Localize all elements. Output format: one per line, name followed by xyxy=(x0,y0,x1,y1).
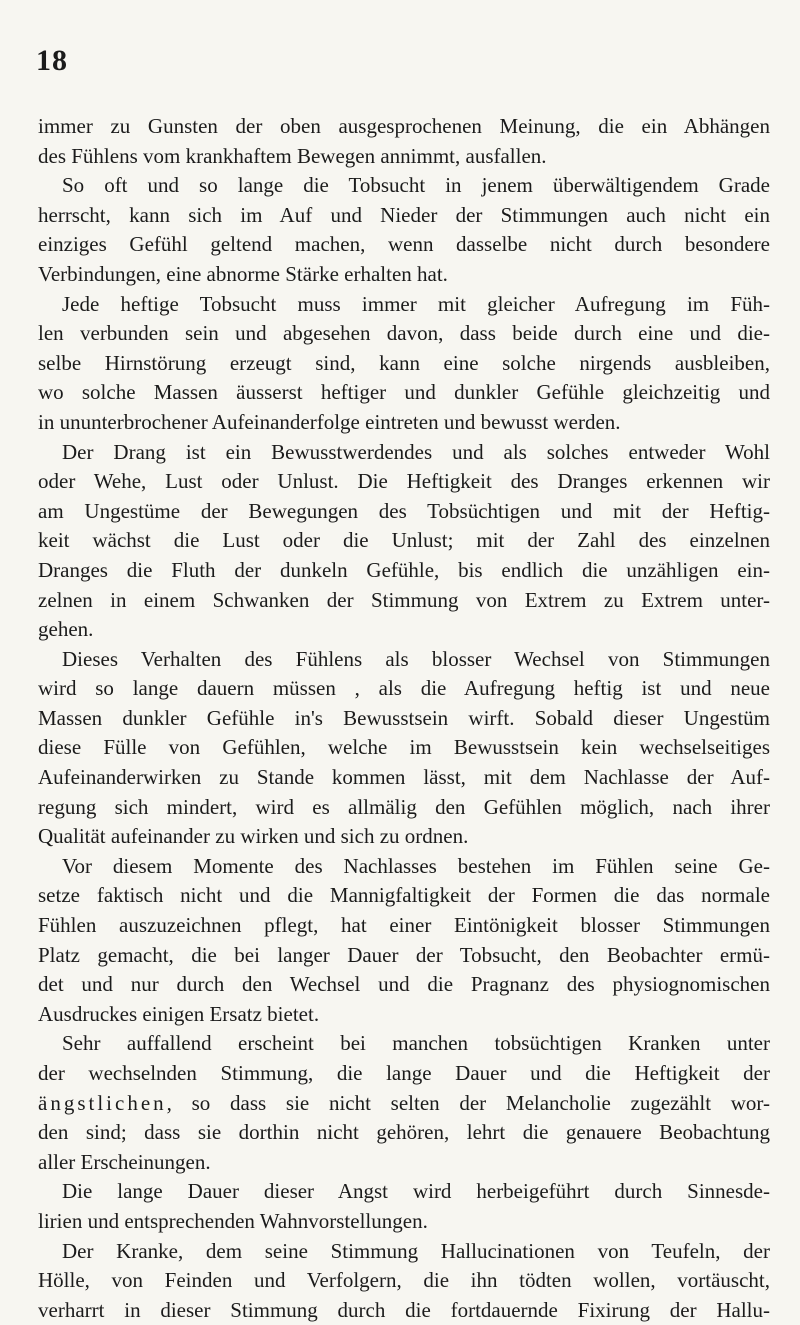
text-line: herrscht, kann sich im Auf und Nieder der Stimmungen auch nicht ein xyxy=(38,202,770,227)
text-line: Platz gemacht, die bei langer Dauer der Tobsucht, den Beobachter ermü- xyxy=(38,942,770,967)
text-line: ängstlichen, so dass sie nicht selten der Melancholie zugezählt wor- xyxy=(38,1090,770,1115)
text-line: Qualität aufeinander zu wirken und sich zu ordnen. xyxy=(38,824,469,849)
text-line: einziges Gefühl geltend machen, wenn dasselbe nicht durch besondere xyxy=(38,232,770,257)
text-line: Hölle, von Feinden und Verfolgern, die ihn tödten wollen, vortäuscht, xyxy=(38,1268,770,1293)
paragraph xyxy=(38,112,770,171)
text-line: Verbindungen, eine abnorme Stärke erhalten hat. xyxy=(38,261,448,286)
text-line: Fühlen auszuzeichnen pflegt, hat einer Eintönigkeit blosser Stimmungen xyxy=(38,913,770,938)
text-line: zelnen in einem Schwanken der Stimmung von Extrem zu Extrem unter- xyxy=(38,587,770,612)
text-line: So oft und so lange die Tobsucht in jenem überwältigendem Grade xyxy=(62,173,770,198)
text-line: len verbunden sein und abgesehen davon, dass beide durch eine und die- xyxy=(38,321,770,346)
text-line: Vor diesem Momente des Nachlasses bestehen im Fühlen seine Ge- xyxy=(62,853,770,878)
paragraph xyxy=(38,852,770,1030)
paragraph xyxy=(38,1029,770,1177)
text-line: Dranges die Fluth der dunkeln Gefühle, bis endlich die unzähligen ein- xyxy=(38,557,770,582)
text-line: lirien und entsprechenden Wahnvorstellungen. xyxy=(38,1208,428,1233)
text-line: keit wächst die Lust oder die Unlust; mit der Zahl des einzelnen xyxy=(38,528,770,553)
text-line: Dieses Verhalten des Fühlens als blosser Wechsel von Stimmungen xyxy=(62,646,770,671)
text-line: gehen. xyxy=(38,617,94,642)
text-line: setze faktisch nicht und die Mannigfaltigkeit der Formen die das normale xyxy=(38,883,770,908)
text-line: Der Drang ist ein Bewusstwerdendes und als solches entweder Wohl xyxy=(62,439,770,464)
paragraph xyxy=(38,171,770,289)
text-line: Jede heftige Tobsucht muss immer mit gleicher Aufregung im Füh- xyxy=(62,291,770,316)
text-line: der wechselnden Stimmung, die lange Dauer und die Heftigkeit der xyxy=(38,1061,770,1085)
text-line: aller Erscheinungen. xyxy=(38,1149,211,1174)
text-line: det und nur durch den Wechsel und die Pragnanz des physiognomischen xyxy=(38,972,770,997)
text-line: Aufeinanderwirken zu Stande kommen lässt, mit dem Nachlasse der Auf- xyxy=(38,765,770,790)
body-text xyxy=(38,112,770,1325)
text-line: immer zu Gunsten der oben ausgesprochenen Meinung, die ein Abhängen xyxy=(38,114,770,138)
text-line: wird so lange dauern müssen , als die Aufregung heftig ist und neue xyxy=(38,676,770,701)
text-line: Der Kranke, dem seine Stimmung Hallucinationen von Teufeln, der xyxy=(62,1238,770,1263)
text-line: des Fühlens vom krankhaftem Bewegen annimmt, ausfallen. xyxy=(38,143,547,168)
text-line: oder Wehe, Lust oder Unlust. Die Heftigkeit des Dranges erkennen wir xyxy=(38,469,770,494)
text-line: Die lange Dauer dieser Angst wird herbeigeführt durch Sinnesde- xyxy=(62,1179,770,1204)
text-line: in ununterbrochener Aufeinanderfolge eintreten und bewusst werden. xyxy=(38,409,621,434)
paragraph xyxy=(38,645,770,852)
text-line: Sehr auffallend erscheint bei manchen tobsüchtigen Kranken unter xyxy=(62,1031,770,1056)
text-line: diese Fülle von Gefühlen, welche im Bewusstsein kein wechselseitiges xyxy=(38,735,770,760)
paragraph xyxy=(38,438,770,645)
text-line: Ausdruckes einigen Ersatz bietet. xyxy=(38,1001,320,1026)
paragraph xyxy=(38,1237,770,1325)
text-line: verharrt in dieser Stimmung durch die fortdauernde Fixirung der Hallu- xyxy=(38,1297,770,1322)
text-line: Massen dunkler Gefühle in's Bewusstsein wirft. Sobald dieser Ungestüm xyxy=(38,705,770,730)
text-line: am Ungestüme der Bewegungen des Tobsüchtigen und mit der Heftig- xyxy=(38,498,770,523)
page-number: 18 xyxy=(36,44,68,77)
paragraph xyxy=(38,1177,770,1236)
text-line: selbe Hirnstörung erzeugt sind, kann eine solche nirgends ausbleiben, xyxy=(38,350,770,375)
paragraph xyxy=(38,290,770,438)
text-line: wo solche Massen äusserst heftiger und dunkler Gefühle gleichzeitig und xyxy=(38,380,770,405)
text-line: den sind; dass sie dorthin nicht gehören, lehrt die genauere Beobachtung xyxy=(38,1120,770,1145)
text-line: regung sich mindert, wird es allmälig den Gefühlen möglich, nach ihrer xyxy=(38,794,770,819)
